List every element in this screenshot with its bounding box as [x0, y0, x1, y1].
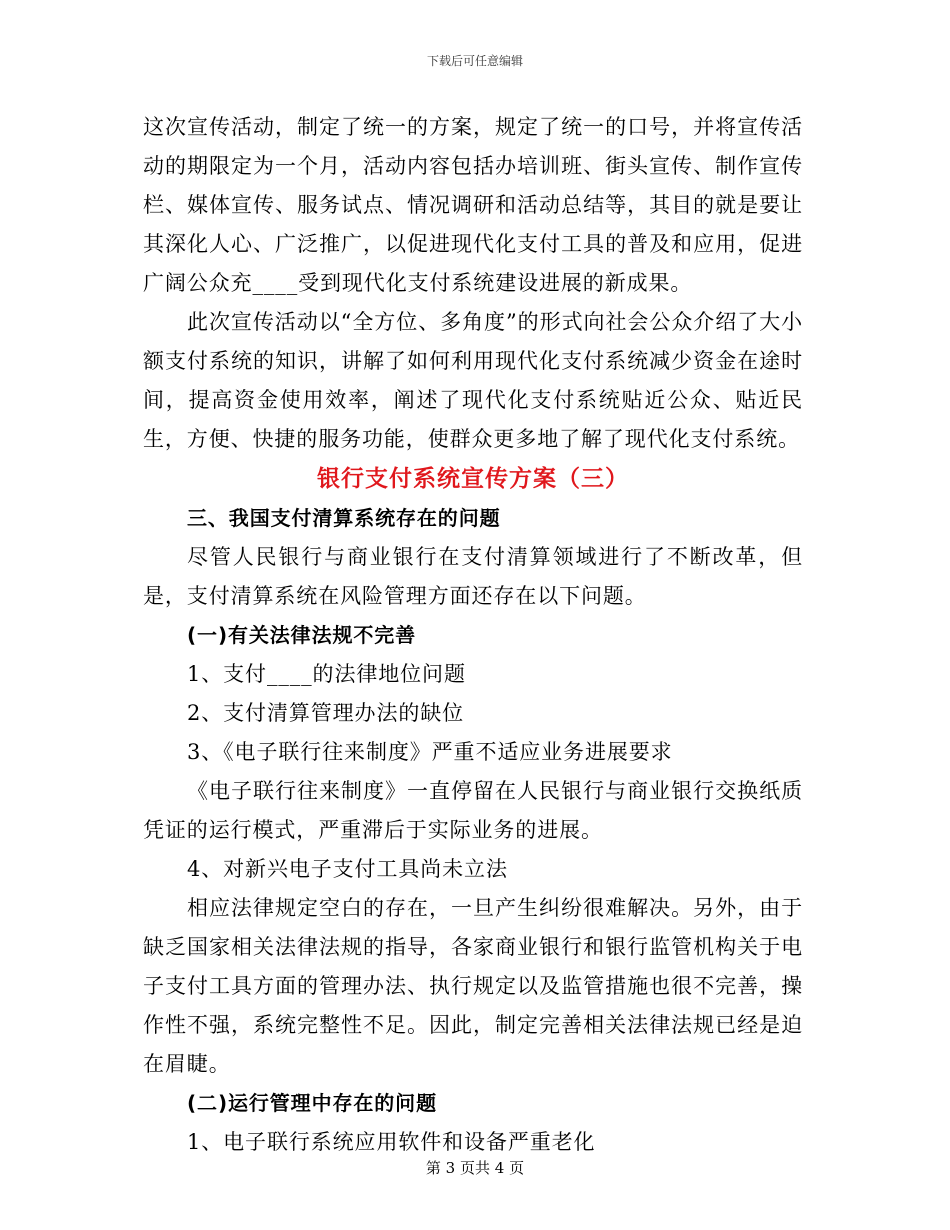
paragraph-campaign-plan: 这次宣传活动，制定了统一的方案，规定了统一的口号，并将宣传活动的期限定为一个月，活动内容包括办培训班、街头宣传、制作宣传栏、媒体宣传、服务试点、情况调研和活动总结等，其目的就是要让其深化人心、广泛推广，以促进现代化支付工具的普及和应用，促进广阔公众充____受到现代化支付系统建设进展的新成果。: [143, 115, 803, 295]
heading-section-3: 三、我国支付清算系统存在的问题: [187, 506, 501, 530]
list-item-5: 1、电子联行系统应用软件和设备严重老化: [187, 1130, 596, 1154]
list-item-3: 3、《电子联行往来制度》严重不适应业务进展要求: [187, 740, 673, 764]
paragraph-legal-gap: 相应法律规定空白的存在，一旦产生纠纷很难解决。另外，由于缺乏国家相关法律法规的指导，各家商业银行和银行监管机构关于电子支付工具方面的管理办法、执行规定以及监管措施也很不完善，操作性不强，系统完整性不足。因此，制定完善相关法律法规已经是迫在眉睫。: [143, 896, 803, 1076]
list-item-2: 2、支付清算管理办法的缺位: [187, 701, 465, 725]
section-title: 银行支付系统宣传方案（三）: [317, 466, 629, 492]
subheading-operations: (二)运行管理中存在的问题: [187, 1091, 437, 1115]
list-item-1: 1、支付____的法律地位问题: [187, 662, 466, 686]
list-item-4: 4、对新兴电子支付工具尚未立法: [187, 857, 508, 881]
subheading-laws: (一)有关法律法规不完善: [187, 623, 417, 647]
document-body: [143, 108, 803, 1162]
paragraph-electronic-system: 《电子联行往来制度》一直停留在人民银行与商业银行交换纸质凭证的运行模式，严重滞后于实际业务的进展。: [143, 779, 803, 842]
paragraph-campaign-content: 此次宣传活动以“全方位、多角度”的形式向社会公众介绍了大小额支付系统的知识，讲解了如何利用现代化支付系统减少资金在途时间，提高资金使用效率，阐述了现代化支付系统贴近公众、贴近民生，方便、快捷的服务功能，使群众更多地了解了现代化支付系统。: [143, 310, 803, 451]
page-header: 下载后可任意编辑: [426, 54, 523, 68]
page-footer: 第 3 页共 4 页: [425, 1159, 525, 1177]
paragraph-problems-intro: 尽管人民银行与商业银行在支付清算领域进行了不断改革，但是，支付清算系统在风险管理方面还存在以下问题。: [143, 545, 803, 608]
